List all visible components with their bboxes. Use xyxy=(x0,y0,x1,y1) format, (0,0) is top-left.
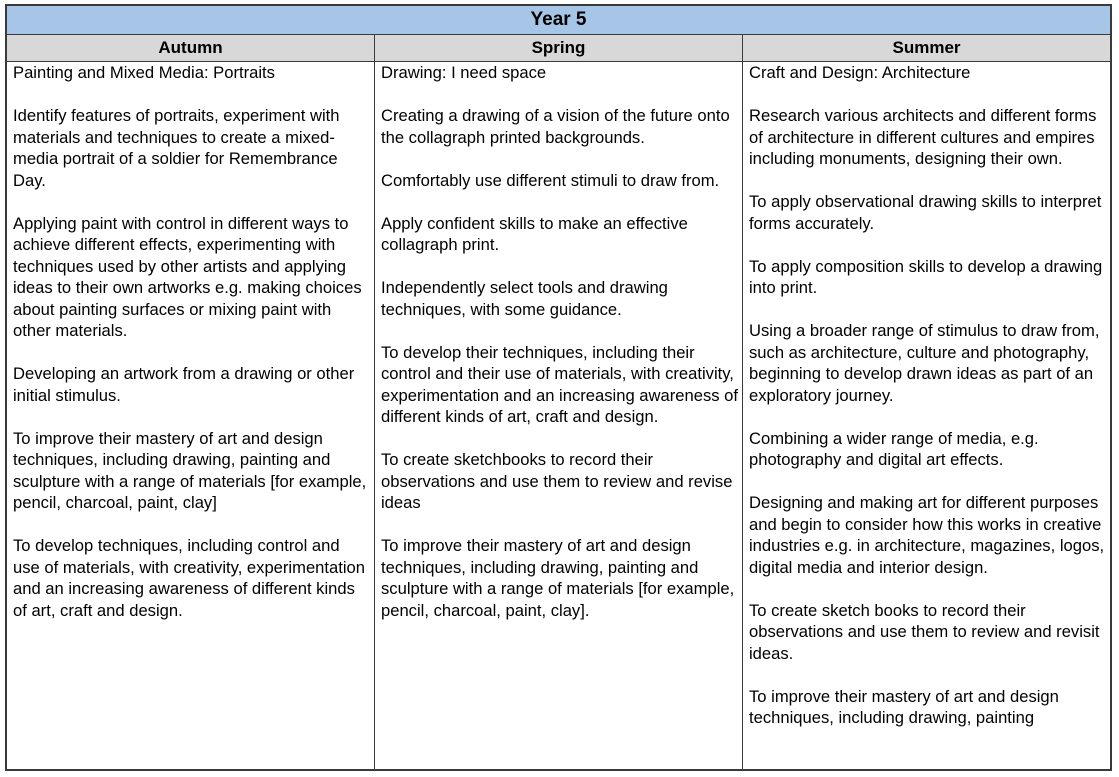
summer-topic-title: Craft and Design: Architecture xyxy=(749,63,971,82)
autumn-paragraph: To improve their mastery of art and design techniques, including drawing, painting and sculpture with a range of materials [for example, pencil, charcoal, paint, clay] xyxy=(13,428,367,512)
autumn-paragraph: Identify features of portraits, experiment with materials and techniques to create a mixed-media portrait of a soldier for Remembrance Day. xyxy=(13,106,340,190)
summer-paragraph: Designing and making art for different purposes and begin to consider how this works in creative industries e.g. in architecture, magazines, logos, digital media and interior design. xyxy=(749,493,1105,577)
header-autumn: Autumn xyxy=(7,35,375,61)
spring-paragraph: Apply confident skills to make an effective collagraph print. xyxy=(381,213,688,254)
header-row xyxy=(7,35,1110,62)
summer-paragraph: Research various architects and different forms of architecture in different cultures and empires including monuments, designing their own. xyxy=(749,106,1097,168)
table-title: Year 5 xyxy=(7,6,1110,35)
summer-paragraph: To apply observational drawing skills to interpret forms accurately. xyxy=(749,192,1102,233)
spring-paragraph: To develop their techniques, including their control and their use of materials, with creativity, experimentation and an increasing awareness of different kinds of art, craft and design. xyxy=(381,342,738,426)
autumn-paragraph: Developing an artwork from a drawing or other initial stimulus. xyxy=(13,364,355,405)
spring-paragraph: Comfortably use different stimuli to draw from. xyxy=(381,170,720,190)
summer-paragraph: To apply composition skills to develop a drawing into print. xyxy=(749,256,1103,297)
autumn-paragraph: Applying paint with control in different ways to achieve different effects, experimenting with techniques used by other artists and applying ideas to their own artworks e.g. making choices about painting surfaces or mixing paint with other materials. xyxy=(13,213,362,340)
summer-paragraph: Using a broader range of stimulus to draw from, such as architecture, culture and photography, beginning to develop drawn ideas as part of an exploratory journey. xyxy=(749,321,1100,405)
autumn-topic-title: Painting and Mixed Media: Portraits xyxy=(13,63,275,82)
spring-topic-title: Drawing: I need space xyxy=(381,63,547,82)
spring-paragraph: To improve their mastery of art and design techniques, including drawing, painting and sculpture with a range of materials [for example, pencil, charcoal, paint, clay]. xyxy=(381,536,735,620)
autumn-paragraph: To develop techniques, including control and use of materials, with creativity, experimentation and an increasing awareness of different kinds of art, craft and design. xyxy=(13,536,365,620)
content-row xyxy=(7,62,1110,769)
summer-paragraph: To create sketch books to record their observations and use them to review and revisit ideas. xyxy=(749,600,1100,663)
spring-column xyxy=(375,62,743,769)
header-summer: Summer xyxy=(892,38,961,57)
spring-paragraph: Independently select tools and drawing techniques, with some guidance. xyxy=(381,278,668,319)
curriculum-table xyxy=(5,4,1112,771)
header-spring: Spring xyxy=(375,35,743,61)
summer-paragraph: To improve their mastery of art and design techniques, including drawing, painting xyxy=(749,686,1059,727)
summer-paragraph: Combining a wider range of media, e.g. photography and digital art effects. xyxy=(749,428,1039,469)
spring-paragraph: Creating a drawing of a vision of the future onto the collagraph printed backgrounds. xyxy=(381,106,730,147)
autumn-column xyxy=(7,62,375,769)
spring-paragraph: To create sketchbooks to record their observations and use them to review and revise ideas xyxy=(381,450,733,512)
summer-column xyxy=(743,62,1110,769)
